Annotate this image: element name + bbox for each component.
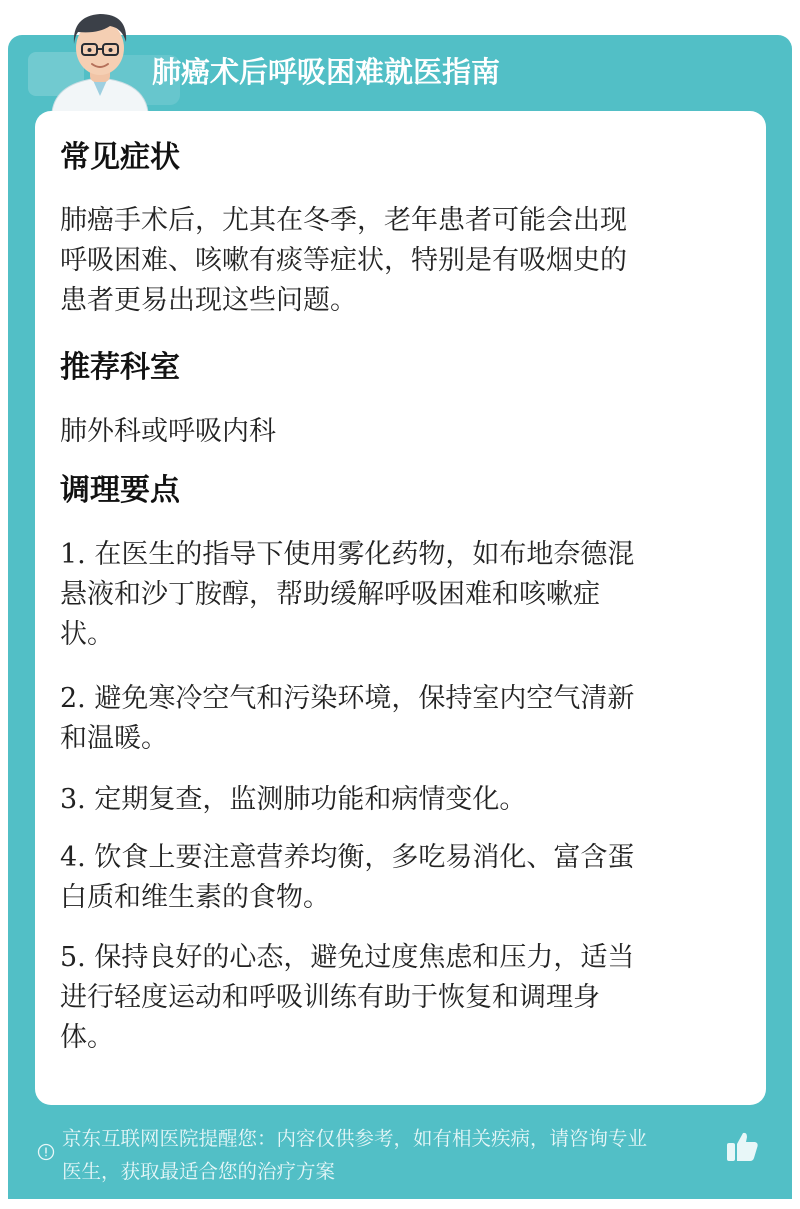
symptoms-line: 肺癌手术后，尤其在冬季，老年患者可能会出现 bbox=[60, 205, 627, 236]
care-item-line: 和温暖。 bbox=[60, 723, 168, 754]
disclaimer-line: 医生，获取最适合您的治疗方案 bbox=[62, 1160, 336, 1183]
section-heading-care: 调理要点 bbox=[60, 473, 180, 508]
care-item bbox=[60, 535, 728, 655]
care-item-line: 白质和维生素的食物。 bbox=[60, 882, 330, 913]
care-item-line: 在医生的指导下使用雾化药物，如布地奈德混 bbox=[94, 539, 635, 570]
disclaimer-text bbox=[62, 1122, 727, 1188]
care-item-line: 定期复查，监测肺功能和病情变化。 bbox=[94, 784, 527, 815]
care-item-number: 1. bbox=[60, 539, 86, 570]
care-item-line: 保持良好的心态，避免过度焦虑和压力，适当 bbox=[94, 942, 635, 973]
disclaimer-line: 京东互联网医院提醒您：内容仅供参考，如有相关疾病，请咨询专业 bbox=[62, 1127, 648, 1150]
care-item-number: 3. bbox=[60, 784, 86, 815]
doctor-avatar-icon bbox=[44, 4, 156, 112]
care-item bbox=[60, 838, 728, 918]
section-heading-symptoms: 常见症状 bbox=[60, 140, 180, 175]
care-item-line: 避免寒冷空气和污染环境，保持室内空气清新 bbox=[94, 683, 635, 714]
care-item-line: 悬液和沙丁胺醇，帮助缓解呼吸困难和咳嗽症 bbox=[60, 579, 600, 610]
department-text: 肺外科或呼吸内科 bbox=[60, 416, 276, 447]
thumbs-up-icon[interactable] bbox=[724, 1128, 760, 1164]
care-item bbox=[60, 938, 728, 1058]
info-icon bbox=[37, 1143, 55, 1161]
care-item-line: 状。 bbox=[60, 619, 114, 650]
care-item-number: 4. bbox=[60, 842, 86, 873]
care-item bbox=[60, 679, 728, 759]
page-title: 肺癌术后呼吸困难就医指南 bbox=[152, 55, 501, 89]
care-item-number: 5. bbox=[60, 942, 86, 973]
section-heading-department: 推荐科室 bbox=[60, 350, 180, 385]
care-item-line: 饮食上要注意营养均衡，多吃易消化、富含蛋 bbox=[94, 842, 635, 873]
care-item-line: 进行轻度运动和呼吸训练有助于恢复和调理身 bbox=[60, 982, 600, 1013]
care-item-number: 2. bbox=[60, 683, 86, 714]
symptoms-line: 呼吸困难、咳嗽有痰等症状，特别是有吸烟史的 bbox=[60, 245, 627, 276]
symptoms-text bbox=[60, 201, 728, 321]
care-item-line: 体。 bbox=[60, 1022, 114, 1053]
care-item bbox=[60, 780, 728, 820]
symptoms-line: 患者更易出现这些问题。 bbox=[60, 285, 357, 316]
